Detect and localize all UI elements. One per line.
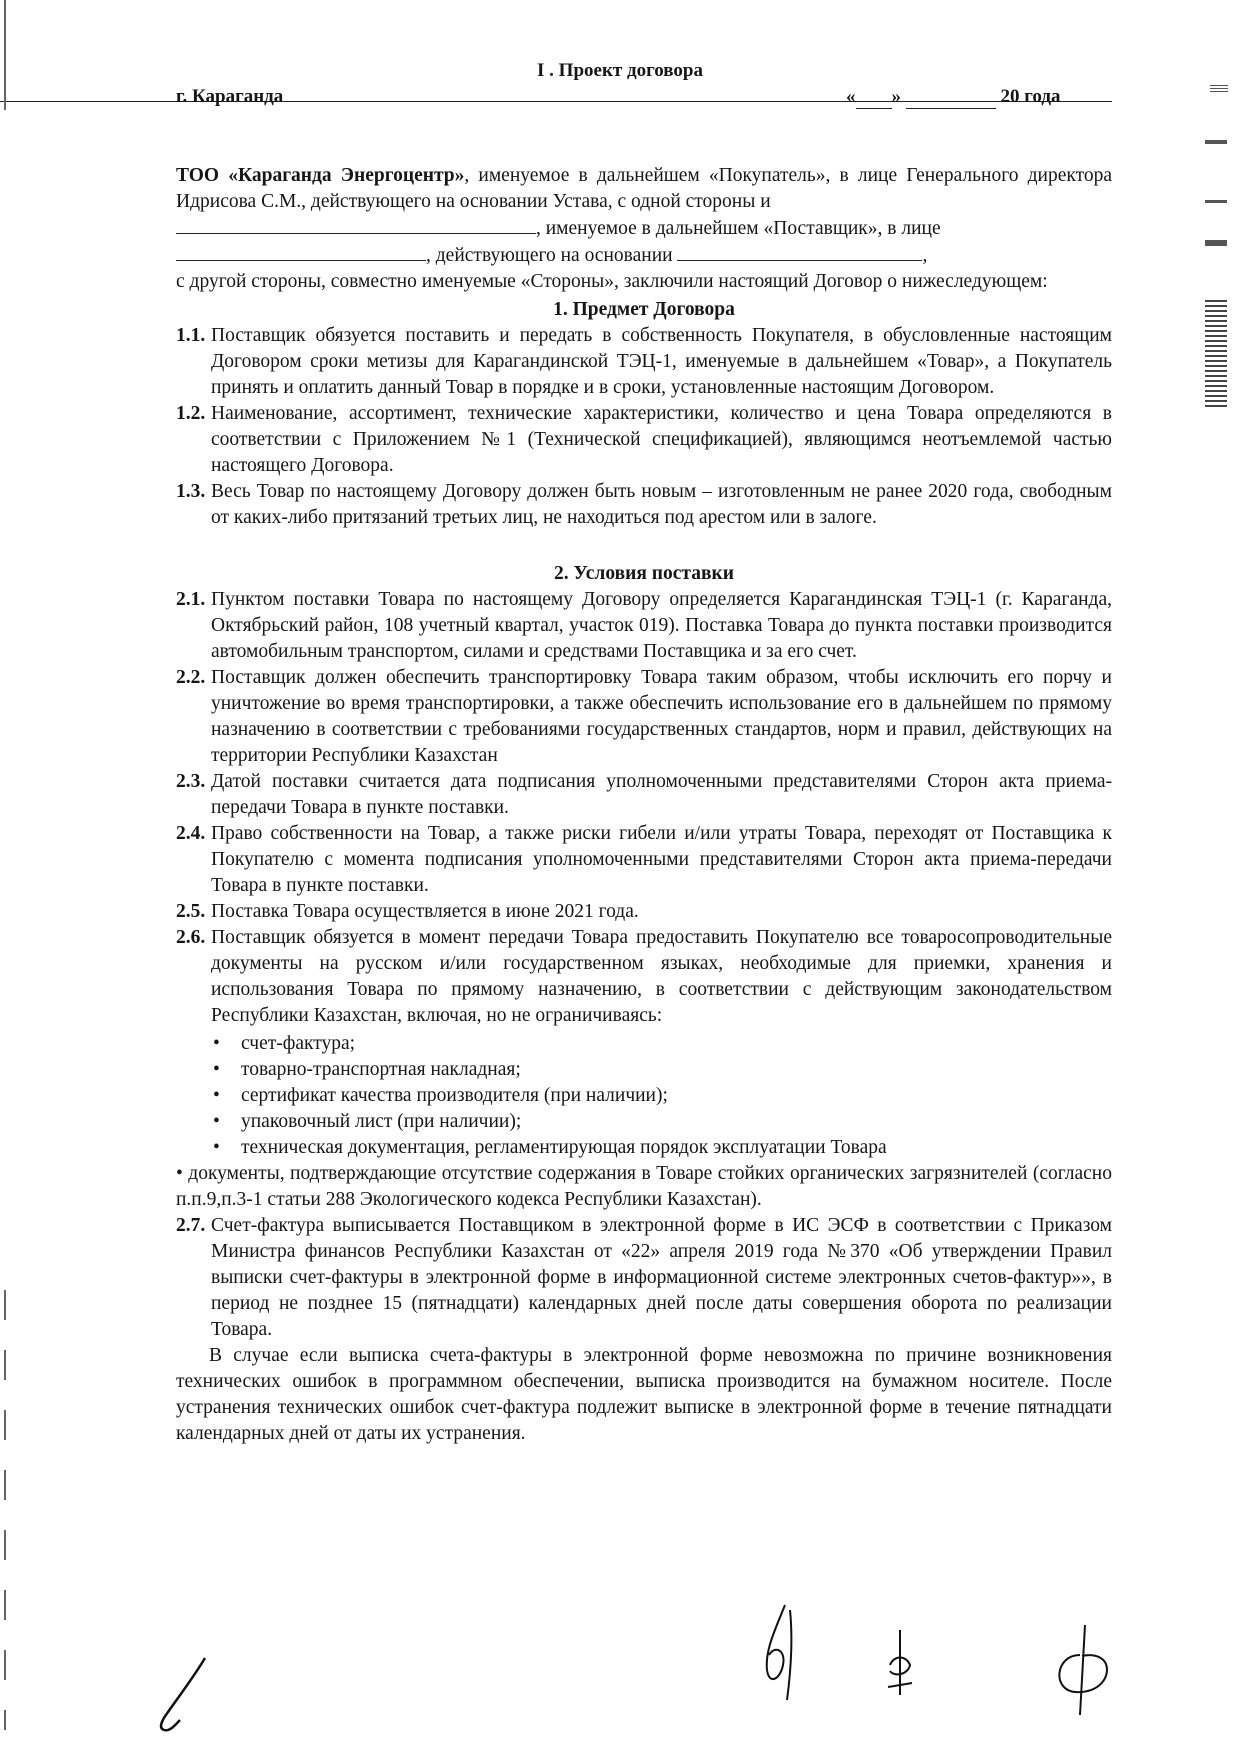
clause-text: Поставщик обязуется поставить и передать в собственность Покупателя, в обусловленные настоящим Договором сроки метизы для Карагандинской ТЭЦ-1, именуемые в дальнейшем «Товар», а Покупатель принять и оплатить данный Товар в порядке и в сроки, установленные настоящим Договором. <box>211 325 1112 398</box>
preamble-part1: , именуемое в дальнейшем «Покупатель», в лице Генерального директора Идрисова С.М., действующего на основании Устава, с одной стороны и <box>176 165 1112 212</box>
clause-number: 1.1. <box>176 325 206 346</box>
clause-text: Право собственности на Товар, а также риски гибели и/или утраты Товара, переходят от Поставщика к Покупателю с момента подписания уполномоченными представителями Сторон акта приема-передачи Товара в пункте поставки. <box>211 823 1112 896</box>
list-item-extra: • документы, подтверждающие отсутствие содержания в Товаре стойких органических загрязнителей (согласно п.п.9,п.3-1 статьи 288 Экологического кодекса Республики Казахстан). <box>176 1163 1112 1210</box>
clause <box>176 821 1112 899</box>
clause <box>176 587 1112 665</box>
clause-paragraph: В случае если выписка счета-фактуры в электронной форме невозможна по причине возникновения технических ошибок в программном обеспечении, выписка производится на бумажном носителе. После устранения технических ошибок счет-фактура подлежит выписке в электронной форме в течение пятнадцати календарных дней от даты их устранения. <box>176 1345 1112 1444</box>
day-blank <box>856 86 892 109</box>
signature-initial-1-icon <box>755 1600 815 1710</box>
clause <box>176 925 1112 1029</box>
signature-left-icon <box>150 1650 220 1740</box>
preamble-part3: , действующего на основании <box>426 245 673 266</box>
list-item: • сертификат качества производителя (при наличии); <box>211 1083 1112 1109</box>
clause <box>176 479 1112 531</box>
section-2-title: 2. Условия поставки <box>554 563 734 584</box>
date-open-quote: « <box>846 86 856 107</box>
list-item: • товарно-транспортная накладная; <box>211 1057 1112 1083</box>
clause-text: Наименование, ассортимент, технические характеристики, количество и цена Товара определяются в соответствии с Приложением №1 (Технической спецификацией), являющимся неотъемлемой частью настоящего Договора. <box>211 403 1112 476</box>
clause-number: 2.2. <box>176 667 206 688</box>
clause <box>176 401 1112 479</box>
scan-mark <box>1205 240 1227 246</box>
clause-number: 2.7. <box>176 1215 206 1236</box>
list-item: • техническая документация, регламентирующая порядок эксплуатации Товара <box>211 1135 1112 1161</box>
documents-list <box>211 1031 1112 1161</box>
clause-text: Датой поставки считается дата подписания уполномоченными представителями Сторон акта приема-передачи Товара в пункте поставки. <box>211 771 1112 818</box>
clause-number: 2.3. <box>176 771 206 792</box>
clause-number: 2.1. <box>176 589 206 610</box>
representative-blank <box>176 242 426 261</box>
clause-number: 2.4. <box>176 823 206 844</box>
clause-number: 1.2. <box>176 403 206 424</box>
signature-initial-2-icon <box>880 1625 920 1705</box>
month-blank <box>906 86 996 109</box>
city-label: г. Караганда <box>176 86 284 107</box>
clause-text: Весь Товар по настоящему Договору должен быть новым – изготовленным не ранее 2020 года, свободным от каких-либо притязаний третьих лиц, не находиться под арестом или в залоге. <box>211 481 1112 528</box>
basis-blank <box>677 242 922 261</box>
date-close-quote: » <box>891 86 901 107</box>
document-title: I . Проект договора <box>537 60 703 81</box>
scan-mark <box>4 1290 6 1730</box>
clause-text: Поставщик должен обеспечить транспортировку Товара таким образом, чтобы исключить его порчу и уничтожение во время транспортировки, а также обеспечить использование его в дальнейшем по прямому назначению в соответствии с требованиями государственных стандартов, норм и правил, действующих на территории Республики Казахстан <box>211 667 1112 766</box>
preamble-part4: с другой стороны, совместно именуемые «Стороны», заключили настоящий Договор о нижеследующем: <box>176 271 1048 292</box>
scan-mark <box>4 0 6 110</box>
clause <box>176 665 1112 769</box>
clause-number: 2.6. <box>176 927 206 948</box>
list-item: • счет-фактура; <box>211 1031 1112 1057</box>
contract-body <box>176 163 1112 1447</box>
scan-mark <box>1210 85 1228 93</box>
preamble <box>176 163 1112 295</box>
preamble-part3-end: , <box>922 245 928 266</box>
year-suffix: 20 года <box>1000 86 1061 107</box>
scan-mark <box>1205 300 1227 410</box>
list-item: • упаковочный лист (при наличии); <box>211 1109 1112 1135</box>
section-1-title: 1. Предмет Договора <box>553 299 735 320</box>
clause-text: Пунктом поставки Товара по настоящему Договору определяется Карагандинская ТЭЦ-1 (г. Караганда, Октябрьский район, 108 учетный квартал, участок 019). Поставка Товара до пункта поставки производится автомобильным транспортом, силами и средствами Поставщика и за его счет. <box>211 589 1112 662</box>
supplier-name-blank <box>176 215 536 234</box>
clause-number: 1.3. <box>176 481 206 502</box>
clause <box>176 323 1112 401</box>
clause-text: Счет-фактура выписывается Поставщиком в электронной форме в ИС ЭСФ в соответствии с Приказом Министра финансов Республики Казахстан от «22» апреля 2019 года №370 «Об утверждении Правил выписки счет-фактуры в электронной форме в информационной системе электронных счетов-фактур»», в период не позднее 15 (пятнадцати) календарных дней после даты совершения оборота по реализации Товара. <box>211 1215 1112 1340</box>
clause-text: Поставщик обязуется в момент передачи Товара предоставить Покупателю все товаросопроводительные документы на русском и/или государственном языках, необходимые для приемки, хранения и использования Товара по прямому назначению, в соответствии с действующим законодательством Республики Казахстан, включая, но не ограничиваясь: <box>211 927 1112 1026</box>
signature-right-icon <box>1050 1620 1120 1720</box>
buyer-name: ТОО «Караганда Энергоцентр» <box>176 165 465 186</box>
scan-mark <box>1205 140 1227 144</box>
scan-mark <box>1205 200 1227 203</box>
clause <box>176 769 1112 821</box>
date-field <box>846 86 1060 109</box>
clause-number: 2.5. <box>176 901 206 922</box>
clause <box>176 1213 1112 1343</box>
preamble-part2: , именуемое в дальнейшем «Поставщик», в лице <box>536 218 941 239</box>
clause-text: Поставка Товара осуществляется в июне 2021 года. <box>211 901 639 922</box>
clause <box>176 899 1112 925</box>
